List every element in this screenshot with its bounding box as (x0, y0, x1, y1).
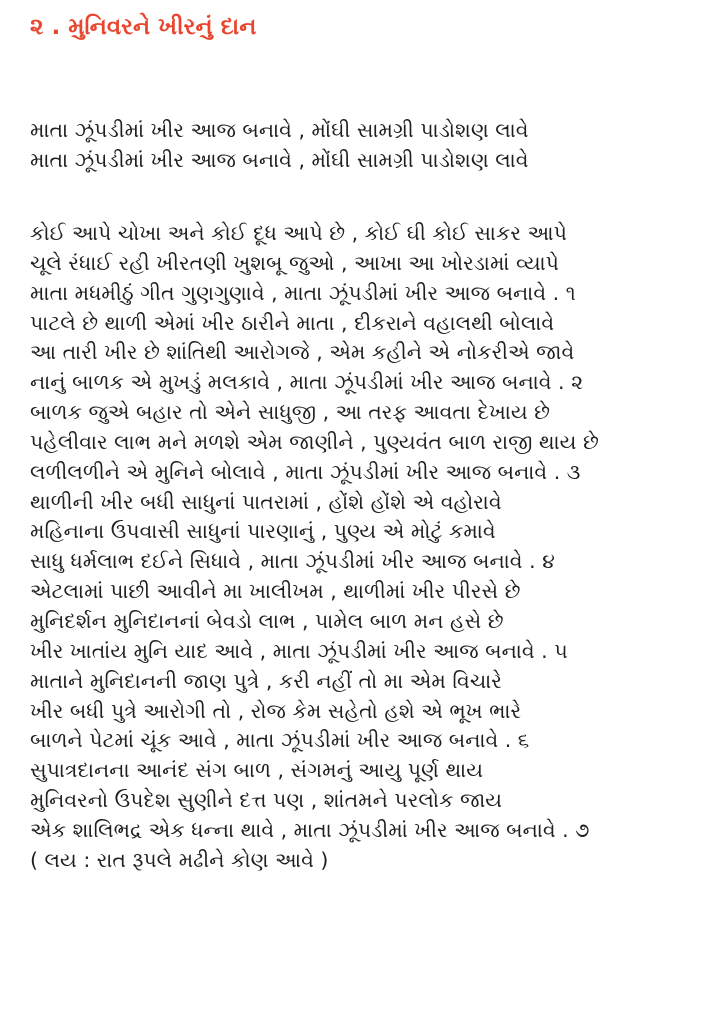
poem-line: સાધુ ધર્મલાભ દઈને સિધાવે , માતા ઝૂંપડીમાં ખીર આજ બનાવે . ૪ (30, 549, 555, 574)
poem-line: બાળને પેટમાં ચૂંક આવે , માતા ઝૂંપડીમાં ખીર આજ બનાવે . ૬ (30, 728, 530, 753)
poem-body (30, 219, 700, 876)
intro-refrain (30, 115, 700, 175)
poem-line: એટલામાં પાછી આવીને મા ખાલીખમ , થાળીમાં ખીર પીરસે છે (30, 579, 521, 604)
poem-line: થાળીની ખીર બધી સાધુનાં પાતરામાં , હોંશે હોંશે એ વહોરાવે (30, 489, 502, 514)
page-title: ૨ . મુનિવરને ખીરનું દાન (30, 14, 257, 40)
poem-line: એક શાલિભદ્ર એક ધન્ના થાવે , માતા ઝૂંપડીમાં ખીર આજ બનાવે . ૭ (30, 817, 590, 842)
poem-line: નાનું બાળક એ મુખડું મલકાવે , માતા ઝૂંપડીમાં ખીર આજ બનાવે . ૨ (30, 370, 584, 395)
poem-line: બાળક જુએ બહાર તો એને સાધુજી , આ તરફ આવતા દેખાય છે (30, 400, 551, 425)
poem-line: સુપાત્રદાનના આનંદ સંગ બાળ , સંગમનું આયુ પૂર્ણ થાય (30, 758, 483, 783)
intro-line: માતા ઝૂંપડીમાં ખીર આજ બનાવે , મોંઘી સામગ્રી પાડોશણ લાવે (30, 118, 529, 142)
poem-line: આ તારી ખીર છે શાંતિથી આરોગજે , એમ કહીને એ નોકરીએ જાવે (30, 340, 575, 365)
poem-line: માતાને મુનિદાનની જાણ પુત્રે , કરી નહીં તો મા એમ વિચારે (30, 668, 502, 693)
intro-line: માતા ઝૂંપડીમાં ખીર આજ બનાવે , મોંઘી સામગ્રી પાડોશણ લાવે (30, 148, 529, 172)
poem-line: ખીર ખાતાંય મુનિ યાદ આવે , માતા ઝૂંપડીમાં ખીર આજ બનાવે . ૫ (30, 638, 568, 663)
poem-line: લળીલળીને એ મુનિને બોલાવે , માતા ઝૂંપડીમાં ખીર આજ બનાવે . ૩ (30, 459, 581, 484)
poem-line: ચૂલે રંધાઈ રહી ખીરતણી ખુશબૂ જુઓ , આખા આ ખોરડામાં વ્યાપે (30, 250, 559, 275)
poem-line: મુનિવરનો ઉપદેશ સુણીને દત્ત પણ , શાંતમને પરલોક જાય (30, 788, 503, 813)
poem-line: ખીર બધી પુત્રે આરોગી તો , રોજ કેમ સહેતો હશે એ ભૂખ ભારે (30, 698, 522, 723)
poem-line: કોઈ આપે ચોખા અને કોઈ દૂધ આપે છે , કોઈ ઘી કોઈ સાકર આપે (30, 221, 567, 245)
poem-line: માતા મધમીઠું ગીત ગુણગુણાવે , માતા ઝૂંપડીમાં ખીર આજ બનાવે . ૧ (30, 280, 576, 305)
raga-note: ( લય : રાત રૂપલે મઢીને કોણ આવે ) (30, 847, 329, 872)
poem-line: મુનિદર્શન મુનિદાનનાં બેવડો લાભ , પામેલ બાળ મન હસે છે (30, 608, 504, 633)
poem-line: પાટલે છે થાળી એમાં ખીર ઠારીને માતા , દીકરાને વહાલથી બોલાવે (30, 310, 555, 335)
poem-line: મહિનાના ઉપવાસી સાધુનાં પારણાનું , પુણ્ય એ મોટું કમાવે (30, 519, 496, 544)
poem-line: પહેલીવાર લાભ મને મળશે એમ જાણીને , પુણ્યવંત બાળ રાજી થાય છે (30, 429, 599, 454)
